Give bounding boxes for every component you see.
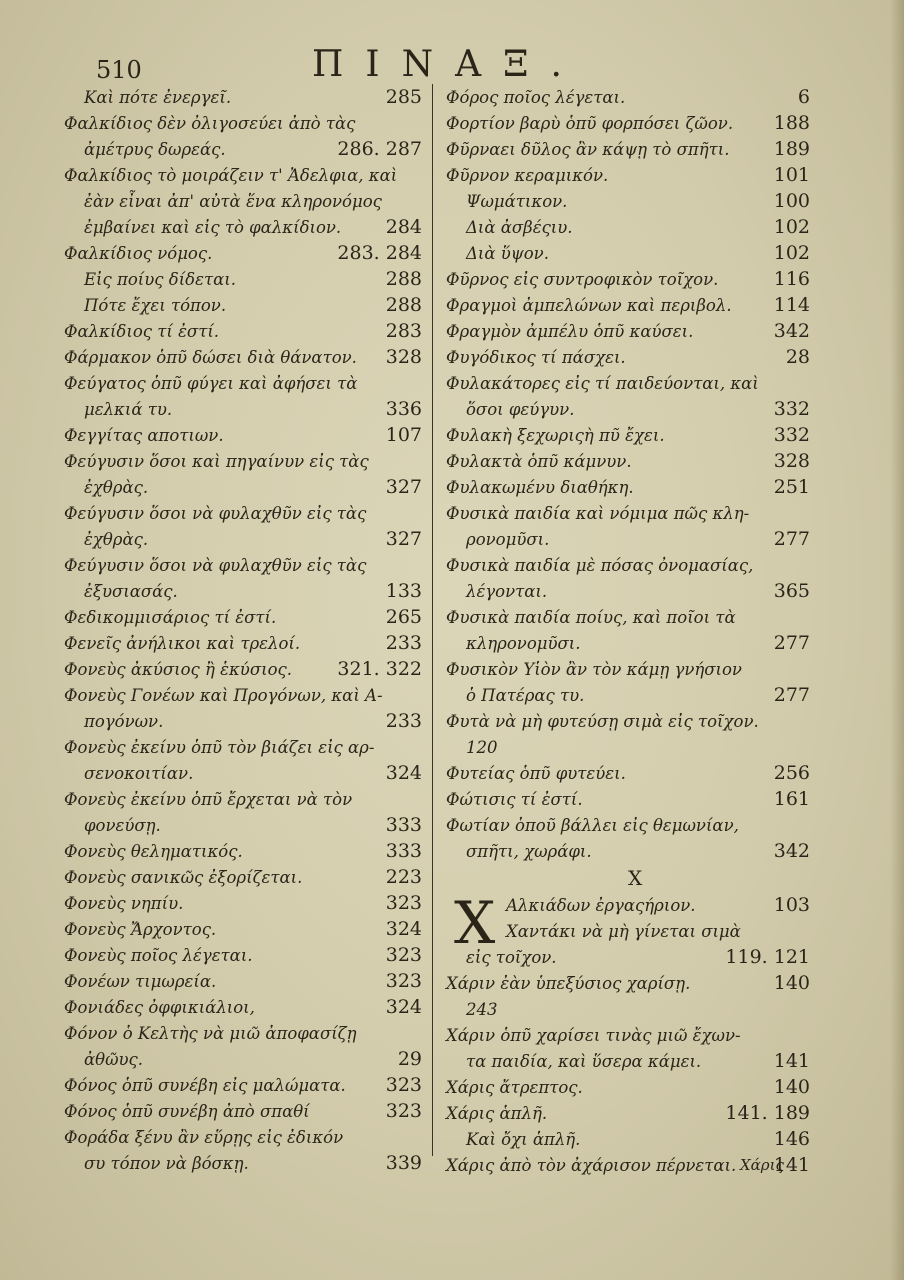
entry-text: Φονεὺς Γονέων καὶ Προγόνων, καὶ Α- [64, 686, 383, 705]
index-entry [64, 994, 428, 1020]
entry-text: Αλκιάδων ἐργαςήριον. [506, 896, 696, 915]
index-entry [64, 708, 428, 734]
index-entry [64, 734, 428, 760]
index-entry [446, 188, 816, 214]
entry-text: ἐμβαίνει καὶ εἰς τὸ φαλκίδιον. [84, 218, 342, 237]
entry-text: Χάρις ἀπὸ τὸν ἀχάρισον πέρνεται. [446, 1156, 737, 1175]
index-entry [64, 916, 428, 942]
entry-page-ref: 28 [785, 346, 810, 368]
entry-page-ref: 114 [773, 294, 810, 316]
index-entry [64, 318, 428, 344]
index-entry [446, 526, 816, 552]
entry-text: πογόνων. [84, 712, 164, 731]
entry-text: Χαντάκι νὰ μὴ γίνεται σιμὰ [506, 922, 741, 941]
entry-text: Φῦρνος εἰς συντροφικὸν τοῖχον. [446, 270, 719, 289]
entry-text: Φονεὺς ἐκείνυ ὁπῦ τὸν βιάζει εἰς αρ- [64, 738, 375, 757]
entry-page-ref: 233 [385, 632, 422, 654]
entry-text: Φυσικὰ παιδία καὶ νόμιμα πῶς κλη- [446, 504, 750, 523]
entry-text: Φῦρνον κεραμικόν. [446, 166, 609, 185]
entry-text: σενοκοιτίαν. [84, 764, 194, 783]
index-entry [64, 162, 428, 188]
entry-text: φονεύσῃ. [84, 816, 161, 835]
entry-text: Φοράδα ξένυ ἂν εὕρῃς εἰς ἐδικόν [64, 1128, 344, 1147]
entry-page-ref: 140 [773, 972, 810, 994]
entry-text: Φυλακάτορες εἰς τί παιδεύονται, καὶ [446, 374, 759, 393]
index-entry [446, 448, 816, 474]
index-entry [64, 630, 428, 656]
entry-text: Φαλκίδιος τὸ μοιράζειν τ' Ἀδελφια, καὶ [64, 166, 398, 185]
index-entry [446, 1074, 816, 1100]
drop-cap: Χ [454, 889, 496, 957]
index-entry [446, 136, 816, 162]
entry-page-ref: 324 [385, 762, 422, 784]
entry-page-ref: 101 [773, 164, 810, 186]
index-entry [446, 578, 816, 604]
index-entry [64, 1046, 428, 1072]
index-entry [446, 760, 816, 786]
entry-page-ref: 29 [397, 1048, 422, 1070]
entry-text: Φεύγυσιν ὅσοι νὰ φυλαχθῦν εἰς τὰς [64, 556, 367, 575]
page-number: 510 [96, 56, 142, 84]
entry-page-ref: 103 [773, 894, 810, 916]
entry-page-ref: 283 [385, 320, 422, 342]
index-entry [64, 240, 428, 266]
entry-text: Φεγγίτας αποτιων. [64, 426, 224, 445]
index-entry [446, 1100, 816, 1126]
index-entry [446, 708, 816, 734]
entry-text: Φαλκίδιος δὲν ὀλιγοσεύει ἀπὸ τὰς [64, 114, 356, 133]
column-divider [432, 84, 434, 1156]
entry-text: Φραγμὸν ἀμπέλυ ὁπῦ καύσει. [446, 322, 694, 341]
entry-text: λέγονται. [466, 582, 548, 601]
index-entry [64, 890, 428, 916]
entry-text: Φυλακτὰ ὁπῦ κάμνυν. [446, 452, 632, 471]
index-entry [64, 344, 428, 370]
entry-text: Φεύγυσιν ὅσοι νὰ φυλαχθῦν εἰς τὰς [64, 504, 367, 523]
entry-page-ref: 277 [773, 684, 810, 706]
entry-text: ἐξυσιασάς. [84, 582, 178, 601]
entry-page-ref: 251 [773, 476, 810, 498]
entry-page-ref: 324 [385, 918, 422, 940]
entry-text: σπῆτι, χωράφι. [466, 842, 592, 861]
index-entry [446, 1126, 816, 1152]
index-entry [64, 786, 428, 812]
entry-page-ref: 332 [773, 398, 810, 420]
entry-text: Φυγόδικος τί πάσχει. [446, 348, 626, 367]
index-entry [64, 448, 428, 474]
entry-page-ref: 265 [385, 606, 422, 628]
index-entry [446, 396, 816, 422]
entry-text: Φώτισις τί ἐστί. [446, 790, 583, 809]
page-edge-shadow [890, 0, 904, 1280]
index-entry [446, 734, 816, 760]
entry-page-ref: 332 [773, 424, 810, 446]
entry-text: Φονιάδες ὀφφικιάλιοι, [64, 998, 255, 1017]
index-entry [446, 786, 816, 812]
entry-page-ref: 141. 189 [725, 1102, 810, 1124]
entry-page-ref: 328 [773, 450, 810, 472]
index-entry [446, 318, 816, 344]
entry-text: Φενεῖς ἀνήλικοι καὶ τρελοί. [64, 634, 301, 653]
entry-text: Φονεὺς ποῖος λέγεται. [64, 946, 253, 965]
entry-page-ref: 6 [797, 86, 810, 108]
entry-text: Φόνος ὁπῦ συνέβη ἀπὸ σπαθί [64, 1102, 310, 1121]
entry-text: Χάρις ἁπλῆ. [446, 1104, 548, 1123]
index-entry [446, 838, 816, 864]
entry-text: Χάρις ἄτρεπτος. [446, 1078, 583, 1097]
entry-page-ref: 342 [773, 320, 810, 342]
entry-text: Φονέων τιμωρεία. [64, 972, 217, 991]
entry-page-ref: 283. 284 [337, 242, 422, 264]
entry-text: Καὶ ὄχι ἁπλῆ. [466, 1130, 581, 1149]
entry-page-ref: 133 [385, 580, 422, 602]
index-entry [64, 968, 428, 994]
index-entry [446, 892, 816, 918]
index-entry [64, 864, 428, 890]
index-entry [64, 1098, 428, 1124]
index-entry [446, 970, 816, 996]
index-entry [446, 812, 816, 838]
entry-text: Φεδικομμισάριος τί ἐστί. [64, 608, 277, 627]
running-head: ΠΙΝΑΞ. [312, 44, 584, 85]
index-entry [64, 292, 428, 318]
section-entries [446, 889, 816, 1178]
section-heading [446, 864, 816, 892]
index-entry [446, 266, 816, 292]
entry-page-ref: 288 [385, 268, 422, 290]
entry-page-ref: 116 [773, 268, 810, 290]
index-entry [64, 656, 428, 682]
entry-text: κληρονομῦσι. [466, 634, 581, 653]
right-column [446, 84, 816, 1178]
entry-text: Φονεὺς Ἄρχοντος. [64, 920, 217, 939]
entry-page-ref: 323 [385, 970, 422, 992]
index-entry [64, 604, 428, 630]
index-entry [64, 84, 428, 110]
entry-text: ρονομῦσι. [466, 530, 550, 549]
index-entry [446, 474, 816, 500]
entry-page-ref: 284 [385, 216, 422, 238]
entry-page-ref: 256 [773, 762, 810, 784]
index-entry [64, 1072, 428, 1098]
index-entry [446, 292, 816, 318]
index-entry [446, 162, 816, 188]
index-entry [64, 422, 428, 448]
index-entry [64, 552, 428, 578]
entry-text: μελκιά τυ. [84, 400, 173, 419]
index-entry [446, 84, 816, 110]
entry-page-ref: 141 [773, 1050, 810, 1072]
index-entry [64, 474, 428, 500]
entry-text: ἐχθρὰς. [84, 530, 149, 549]
entry-text: Φυσικὰ παιδία ποίυς, καὶ ποῖοι τὰ [446, 608, 736, 627]
index-entry [446, 422, 816, 448]
entry-page-ref: 223 [385, 866, 422, 888]
entry-text: ὅσοι φεύγυν. [466, 400, 575, 419]
index-entry [446, 682, 816, 708]
entry-text: Φεύγυσιν ὅσοι καὶ πηγαίνυν εἰς τὰς [64, 452, 369, 471]
entry-page-ref: 365 [773, 580, 810, 602]
index-entry [64, 110, 428, 136]
entry-page-ref: 323 [385, 944, 422, 966]
index-entry [64, 1150, 428, 1176]
index-entry [64, 838, 428, 864]
entry-text: Φορτίον βαρὺ ὁπῦ φορπόσει ζῶον. [446, 114, 734, 133]
entry-text: Φόνος ὁπῦ συνέβη εἰς μαλώματα. [64, 1076, 346, 1095]
index-entry [446, 630, 816, 656]
index-entry [64, 578, 428, 604]
entry-page-ref: 327 [385, 528, 422, 550]
entry-text: Πότε ἔχει τόπον. [84, 296, 227, 315]
index-entry [64, 396, 428, 422]
entry-page-ref: 288 [385, 294, 422, 316]
entry-text: Φυσικὸν Υἱὸν ἂν τὸν κάμῃ γνήσιον [446, 660, 742, 679]
index-entry [446, 996, 816, 1022]
index-entry [446, 944, 816, 970]
entry-text: Χάριν ἐὰν ὑπεξύσιος χαρίσῃ. [446, 974, 691, 993]
index-entry [64, 188, 428, 214]
entry-page-ref: 161 [773, 788, 810, 810]
index-entry [446, 1022, 816, 1048]
index-entry [64, 526, 428, 552]
entry-page-ref: 285 [385, 86, 422, 108]
index-entry [64, 812, 428, 838]
entry-page-ref: 323 [385, 892, 422, 914]
section-letter: Χ [628, 866, 643, 890]
entry-text: ἀθῶυς. [84, 1050, 144, 1069]
entry-text: 243 [466, 1000, 498, 1019]
index-entry [446, 604, 816, 630]
entry-page-ref: 324 [385, 996, 422, 1018]
entry-text: Καὶ πότε ἐνεργεῖ. [84, 88, 232, 107]
entry-page-ref: 141 [773, 1154, 810, 1176]
entry-text: Φαλκίδιος τί ἐστί. [64, 322, 220, 341]
index-entry [446, 110, 816, 136]
entry-page-ref: 327 [385, 476, 422, 498]
entry-page-ref: 342 [773, 840, 810, 862]
entry-page-ref: 140 [773, 1076, 810, 1098]
index-entry [64, 500, 428, 526]
entry-page-ref: 189 [773, 138, 810, 160]
entry-text: Φωτίαν ὁποῦ βάλλει εἰς θεμωνίαν, [446, 816, 739, 835]
index-entry [64, 266, 428, 292]
entry-text: ἐὰν εἶναι ἀπ' αὐτὰ ἕνα κληρονόμος [84, 192, 382, 211]
entry-page-ref: 188 [773, 112, 810, 134]
entry-page-ref: 277 [773, 528, 810, 550]
index-entry [446, 918, 816, 944]
entry-text: 120 [466, 738, 498, 757]
index-entry [446, 344, 816, 370]
entry-page-ref: 333 [385, 814, 422, 836]
index-entry [446, 214, 816, 240]
index-entry [446, 240, 816, 266]
entry-text: Φυτείας ὁπῦ φυτεύει. [446, 764, 626, 783]
entry-page-ref: 286. 287 [337, 138, 422, 160]
index-entry [446, 370, 816, 396]
entry-text: Διὰ ὕψον. [466, 244, 549, 263]
entry-text: Φραγμοὶ ἀμπελώνων καὶ περιβολ. [446, 296, 732, 315]
entry-page-ref: 333 [385, 840, 422, 862]
entry-page-ref: 146 [773, 1128, 810, 1150]
index-entry [64, 682, 428, 708]
entry-text: Φαλκίδιος νόμος. [64, 244, 213, 263]
entry-page-ref: 336 [385, 398, 422, 420]
entry-text: Διὰ ἀσβέςιυ. [466, 218, 573, 237]
left-column [64, 84, 428, 1176]
entry-page-ref: 277 [773, 632, 810, 654]
index-entry [64, 370, 428, 396]
entry-text: ἐχθρὰς. [84, 478, 149, 497]
entry-text: Φόνον ὁ Κελτὴς νὰ μιῶ ἀποφασίζῃ [64, 1024, 357, 1043]
index-entry [64, 942, 428, 968]
index-entry [64, 214, 428, 240]
entry-page-ref: 321. 322 [337, 658, 422, 680]
entry-text: ὁ Πατέρας τυ. [466, 686, 585, 705]
catchword: Χάρις [740, 1156, 784, 1174]
index-entry [446, 1048, 816, 1074]
index-entry [446, 656, 816, 682]
entry-text: Φονεὺς νηπίυ. [64, 894, 184, 913]
entry-text: Φονεὺς σανικῶς ἐξορίζεται. [64, 868, 303, 887]
index-entry [446, 500, 816, 526]
index-entry [64, 136, 428, 162]
index-entry [446, 552, 816, 578]
entry-text: Φῦρναει δῦλος ἂν κάψῃ τὸ σπῆτι. [446, 140, 730, 159]
entry-text: Φυσικὰ παιδία μὲ πόσας ὀνομασίας, [446, 556, 754, 575]
entry-page-ref: 107 [385, 424, 422, 446]
entry-text: Φονεὺς ἐκείνυ ὁπῦ ἔρχεται νὰ τὸν [64, 790, 353, 809]
entry-page-ref: 328 [385, 346, 422, 368]
entry-text: Φονεὺς ἀκύσιος ἢ ἑκύσιος. [64, 660, 292, 679]
entry-page-ref: 100 [773, 190, 810, 212]
entry-text: Χάριν ὁπῦ χαρίσει τινὰς μιῶ ἔχων- [446, 1026, 741, 1045]
index-entry [64, 1020, 428, 1046]
entry-page-ref: 233 [385, 710, 422, 732]
entry-text: συ τόπον νὰ βόσκῃ. [84, 1154, 249, 1173]
entry-page-ref: 323 [385, 1074, 422, 1096]
entry-text: Φυτὰ νὰ μὴ φυτεύσῃ σιμὰ εἰς τοῖχον. [446, 712, 759, 731]
entry-page-ref: 339 [385, 1152, 422, 1174]
entry-page-ref: 119. 121 [725, 946, 810, 968]
entry-text: Φεύγατος ὁπῦ φύγει καὶ ἀφήσει τὰ [64, 374, 358, 393]
entry-page-ref: 102 [773, 216, 810, 238]
entry-text: Φόρος ποῖος λέγεται. [446, 88, 626, 107]
entry-text: Φονεὺς θεληματικός. [64, 842, 243, 861]
entry-text: Εἰς ποίυς δίδεται. [84, 270, 236, 289]
entry-text: Φάρμακον ὁπῦ δώσει διὰ θάνατον. [64, 348, 357, 367]
index-entry [64, 1124, 428, 1150]
index-entry [64, 760, 428, 786]
entry-text: Ψωμάτικον. [466, 192, 568, 211]
entry-text: Φυλακὴ ξεχωριςὴ πῦ ἔχει. [446, 426, 665, 445]
entry-text: εἰς τοῖχον. [466, 948, 557, 967]
entry-text: ἀμέτρυς δωρεάς. [84, 140, 226, 159]
entry-page-ref: 102 [773, 242, 810, 264]
entry-page-ref: 323 [385, 1100, 422, 1122]
entry-text: τα παιδία, καὶ ὕσερα κάμει. [466, 1052, 702, 1071]
entry-text: Φυλακωμένυ διαθήκη. [446, 478, 634, 497]
